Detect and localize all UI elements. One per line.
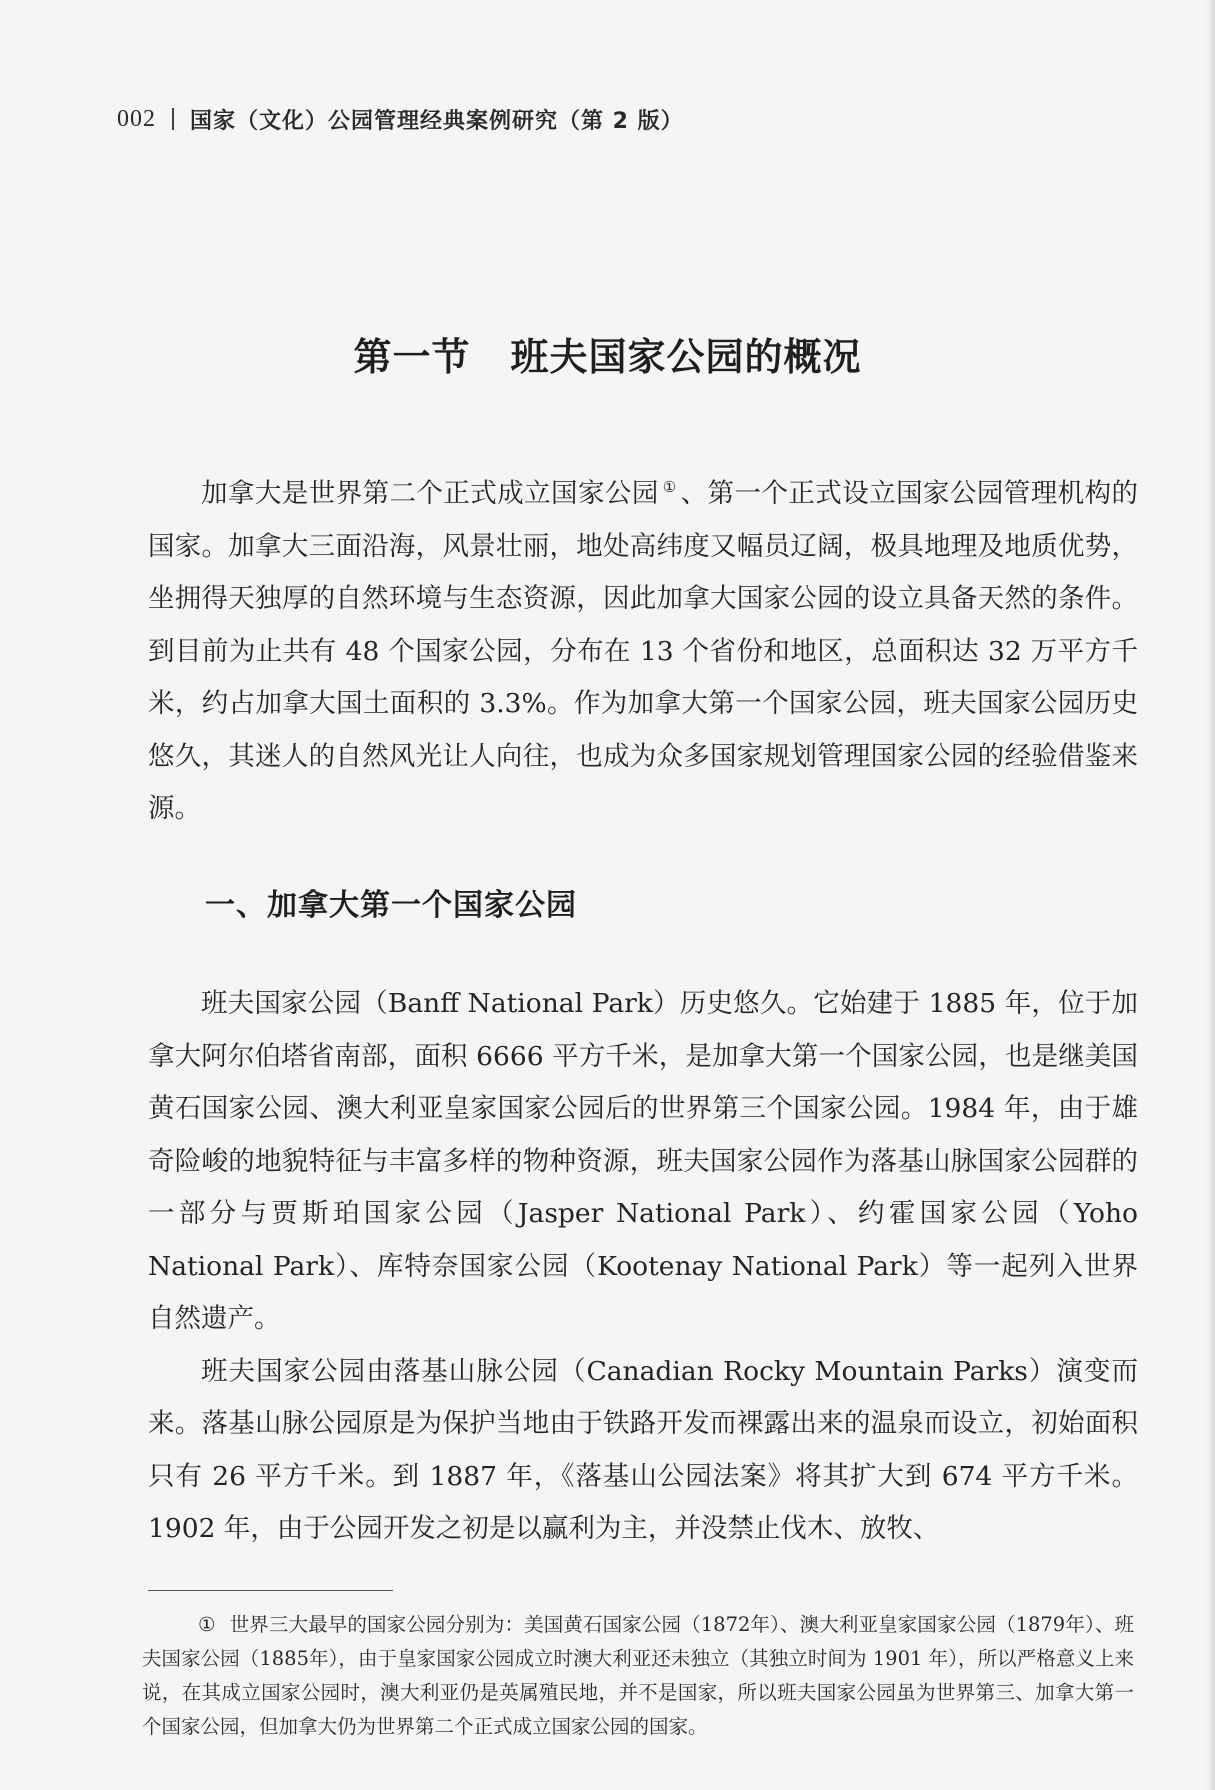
body-block — [148, 978, 1138, 1556]
body-paragraph: 班夫国家公园由落基山脉公园（Canadian Rocky Mountain Parks）演变而来。落基山脉公园原是为保护当地由于铁路开发而裸露出来的温泉而设立，初始面积只有 26 平方千米。到 1887 年，《落基山公园法案》将其扩大到 674 平方千米。1902 年，由于公园开发之初是以赢利为主，并没禁止伐木、放牧、 — [148, 1355, 1138, 1544]
section-title — [0, 326, 1215, 381]
page-number: 002 — [117, 105, 156, 132]
body-paragraph: 班夫国家公园（Banff National Park）历史悠久。它始建于 1885 年，位于加拿大阿尔伯塔省南部，面积 6666 平方千米，是加拿大第一个国家公园，也是继美国黄石国家公园、澳大利亚皇家国家公园后的世界第三个国家公园。1984 年，由于雄奇险峻的地貌特征与丰富多样的物种资源，班夫国家公园作为落基山脉国家公园群的一部分与贾斯珀国家公园（Jasper National Park）、约霍国家公园（Yoho National Park）、库特奈国家公园（Kootenay National Park）等一起列入世界自然遗产。 — [148, 988, 1138, 1334]
footnote-divider — [148, 1590, 393, 1591]
footnote-text: 世界三大最早的国家公园分别为：美国黄石国家公园（1872年）、澳大利亚皇家国家公园（1879年）、班夫国家公园（1885年），由于皇家国家公园成立时澳大利亚还未独立（其独立时间为 1901 年），所以严格意义上来说，在其成立国家公园时，澳大利亚仍是英属殖民地，并不是国家，所以班夫国家公园虽为世界第三、加拿大第一个国家公园，但加拿大仍为世界第二个正式成立国家公园的国家。 — [142, 1613, 1134, 1738]
page-edge-shadow — [1207, 0, 1215, 1790]
subsection-heading: 一、加拿大第一个国家公园 — [205, 888, 577, 923]
book-title: 国家（文化）公园管理经典案例研究（第 2 版） — [190, 108, 684, 134]
section-name: 班夫国家公园的概况 — [510, 335, 862, 379]
intro-text-rest: 、第一个正式设立国家公园管理机构的国家。加拿大三面沿海，风景壮丽，地处高纬度又幅员辽阔，极具地理及地质优势，坐拥得天独厚的自然环境与生态资源，因此加拿大国家公园的设立具备天然的条件。到目前为止共有 48 个国家公园，分布在 13 个省份和地区，总面积达 32 万平方千米，约占加拿大国土面积的 3.3%。作为加拿大第一个国家公园，班夫国家公园历史悠久，其迷人的自然风光让人向往，也成为众多国家规划管理国家公园的经验借鉴来源。 — [148, 478, 1139, 824]
intro-block — [148, 468, 1138, 836]
running-header — [117, 102, 684, 136]
header-divider — [172, 108, 174, 130]
intro-text-start: 加拿大是世界第二个正式成立国家公园 — [201, 478, 659, 509]
footnote — [142, 1608, 1134, 1744]
footnote-reference[interactable]: ① — [662, 478, 677, 497]
intro-paragraph — [148, 468, 1138, 836]
footnote-marker: ① — [198, 1613, 216, 1636]
section-number: 第一节 — [353, 335, 471, 379]
